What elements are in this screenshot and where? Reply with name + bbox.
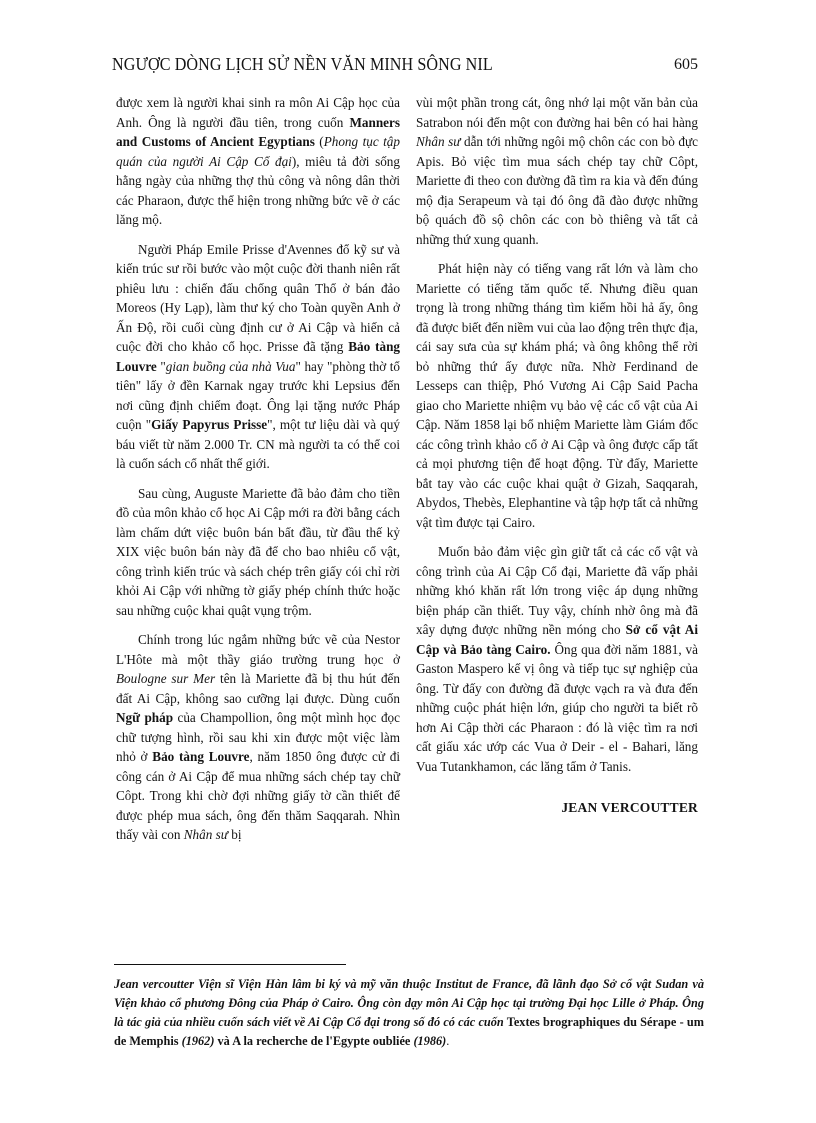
text-run: Người Pháp Emile Prisse d'Avennes đổ kỹ sư và kiến trúc sư rồi bước vào một cuộc đời thanh niên rất phiêu lưu : chiến đấu chống quân Thổ ở bán đảo Moreos (Hy Lạp), làm thư ký cho Toàn quyền Anh ở Ấn Độ, rồi cuối cùng định cư ở Ai Cập và hiến cả cuộc đời cho khảo cổ học. Prisse đã tặng <box>116 241 400 354</box>
sphinx-term: Nhân sư <box>183 827 228 842</box>
page-number: 605 <box>674 56 698 73</box>
papyrus-name: Giấy Papyrus Prisse <box>151 417 268 432</box>
text-run: " hay "phòng thờ tổ tiên" lấy ở đền Karnak ngay trước khi Lepsius đến nơi cũng định chiếm đoạt. Ông lại tặng nước Pháp cuộn " <box>116 358 401 432</box>
text-run: , năm 1850 ông được cử đi công cán ở Ai Cập để mua những sách chép tay chữ Côpt. Trong khi chờ đợi những giấy tờ cần thiết để được phép mua sách, ông đến thăm Saqqarah. Nhìn thấy vài con <box>116 749 401 842</box>
book-title-translation: Phong tục tập quán của người Ai Cập Cổ đại <box>116 134 400 169</box>
museum-name: Bảo tàng Louvre <box>152 749 250 764</box>
paragraph-mariette-trade: Sau cùng, Auguste Mariette đã bảo đảm cho tiền đồ của môn khảo cổ học Ai Cập mới ra đời bằng cách làm chấm dứt việc buôn bán bất đầu, từ đầu thế kỷ XIX việc buôn bán này đã để cho bao nhiêu cổ vật, công trình kiến trúc và sách chép trên giấy cói chỉ rời khỏi Ai Cập với những tờ giấy phép chính thức hoặc sau những cuộc khai quật vụng trộm. <box>116 485 400 618</box>
paragraph-serapeum <box>416 93 698 249</box>
grammar-book: Ngữ pháp <box>116 710 174 725</box>
text-run: Muốn bảo đảm việc gìn giữ tất cả các cổ vật và công trình của Ai Cập Cổ đại, Mariette đã vấp phải những khó khăn rất lớn trong việc áp dụng những biện pháp cần thiết. Tuy vậy, chính nhờ ông mà đã xây dựng được những nền móng cho <box>416 544 698 637</box>
footnote-book-title: Textes brographiques du Sérape - um de Memphis <box>114 1015 704 1048</box>
paragraph-mariette-origin <box>116 630 400 845</box>
author-signature: JEAN VERCOUTTER <box>561 800 698 815</box>
text-run: tên là Mariette đã bị thu hút đến đất Ai Cập, không sao cưỡng lại được. Dùng cuốn <box>116 671 401 706</box>
text-run: dẫn tới những ngôi mộ chôn các con bò đực Apis. Bỏ việc tìm mua sách chép tay chữ Côpt, Mariette đi theo con đường đã tìm ra kia và đến đúng mộ địa Serapeum và tại đó ông đã đào được những bộ quách đồ sộ chôn các con bò thiêng và tất cả những thứ xung quanh. <box>416 134 699 247</box>
text-run: " <box>156 358 166 374</box>
footnote-bio: Jean vercoutter Viện sĩ Viện Hàn lâm bi ký và mỹ văn thuộc Institut de France, đã lãnh đạo Sở cổ vật Sudan và Viện khảo cổ phương Đông của Pháp ở Cairo. Ông còn dạy môn Ai Cập học tại trường Đại học Lille ở Pháp. Ông là tác giả của nhiều cuốn sách viết về Ai Cập Cổ đại trong số đó có các cuốn <box>114 977 704 1029</box>
footnote-book-title: và A la recherche de l'Egypte oubliée <box>214 1034 414 1048</box>
text-run: của Champollion, ông một mình học đọc chữ tượng hình, rồi sau khi xin được một việc làm nhỏ ở <box>116 710 400 764</box>
text-run: Chính trong lúc ngắm những bức vẽ của Nestor L'Hôte mà một thầy giáo trường trung học ở <box>116 632 400 667</box>
paragraph-prisse <box>116 240 400 474</box>
paragraph-legacy <box>416 542 698 776</box>
left-column <box>116 93 400 855</box>
right-column <box>416 93 698 818</box>
sphinx-term: Nhân sư <box>416 134 461 149</box>
institution-name: Sở cổ vật Ai Cập và Bảo tàng Cairo. <box>416 622 698 657</box>
text-run: . <box>446 1034 450 1048</box>
text-run: Ông qua đời năm 1881, và Gaston Maspero kế vị ông và tiếp tục sự nghiệp của ông. Từ đấy con đường đã được vạch ra và đưa đến những cuộc phát hiện lớn, giúp cho người ta biết rõ hơn Ai Cập thời các Pharaon : đó là việc tìm ra nơi cất giấu xác ướp các Vua ở Deir - el - Bahari, lăng Vua Tutankhamon, các lăng tẩm ở Tanis. <box>416 641 699 774</box>
footnote-year: (1962) <box>181 1034 215 1048</box>
text-run: ", một tư liệu dài và quý báu viết từ năm 2.000 Tr. CN mà người ta có thể coi là cuốn sách cổ nhất thế giới. <box>116 417 400 471</box>
place-name: Boulogne sur Mer <box>116 671 216 686</box>
running-title: NGƯỢC DÒNG LỊCH SỬ NỀN VĂN MINH SÔNG NIL <box>112 54 493 74</box>
footnote-year: (1986) <box>413 1034 447 1048</box>
paragraph-discovery: Phát hiện này có tiếng vang rất lớn và làm cho Mariette có tiếng tăm quốc tế. Nhưng điều quan trọng là trong những tháng tìm kiếm hồi hả ấy, ông đã được biết đến niềm vui của lao động trên thực địa, cái say sưa của sự khám phá; và ông không thể rời bỏ những thứ ấy được nữa. Nhờ Ferdinand de Lesseps can thiệp, Phó Vương Ai Cập Said Pacha giao cho Mariette nhiệm vụ bảo vệ các cổ vật của Ai Cập. Năm 1858 lại bổ nhiệm Mariette làm Giám đốc các công trình khảo cổ ở Ai Cập và ông được cấp tất cả mọi phương tiện để hoạt động. Từ đấy, Mariette bắt tay vào các cuộc khai quật ở Gizah, Saqqarah, Abydos, Thebès, Elephantine và tập hợp tất cả những vật tìm được tại Cairo. <box>416 261 698 530</box>
author-footnote <box>114 975 704 1051</box>
text-run: bị <box>227 827 242 842</box>
book-title: Manners and Customs of Ancient Egyptians <box>116 114 400 149</box>
text-run: được xem là người khai sinh ra môn Ai Cập học của Anh. Ông là người đầu tiên, trong cuốn <box>116 95 400 130</box>
museum-name: Bảo tàng Louvre <box>116 339 400 374</box>
page-header <box>112 46 704 78</box>
footnote-rule <box>114 964 346 965</box>
text-run: ), miêu tả đời sống hằng ngày của những thợ thủ công và nông dân thời các Pharaon, được thể hiện trong những bức vẽ ở các lăng mộ. <box>116 153 400 227</box>
paragraph-wilkinson <box>116 93 400 230</box>
text-run: vùi một phần trong cát, ông nhớ lại một văn bản của Satrabon nói đến một con đường hai bên có hai hàng <box>416 95 698 130</box>
chamber-name: gian buồng của nhà Vua <box>165 358 296 374</box>
text-run: ( <box>314 134 324 149</box>
